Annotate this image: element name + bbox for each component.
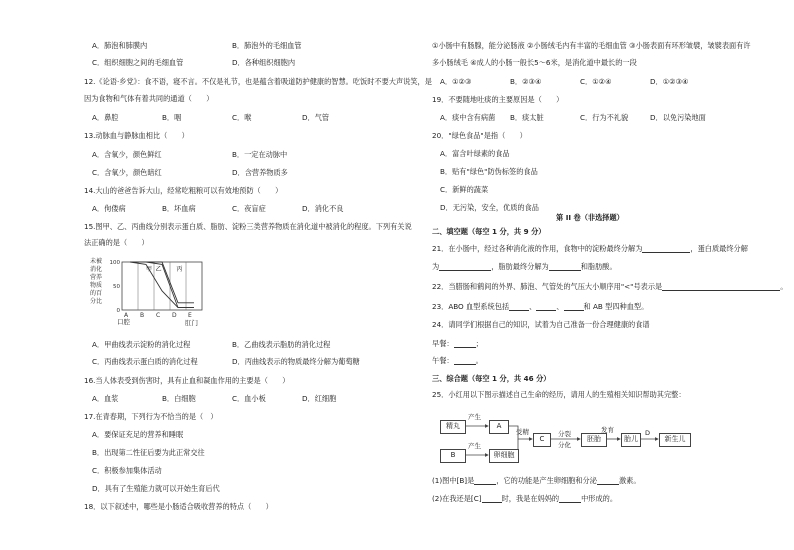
q24-lunch: 午餐： 。: [432, 356, 483, 365]
chart-x-tick-label: C: [156, 312, 161, 319]
breakfast-blank[interactable]: [454, 340, 476, 348]
q15-option-b: B．乙曲线表示脂肪的消化过程: [232, 340, 331, 349]
chart-x-tick-label: B: [140, 312, 145, 319]
q18-option-d: D．①②③④: [650, 77, 689, 86]
chart-xlabel-right: 肛门: [185, 319, 198, 327]
q25-1-text-2: ，它的功能是产生卵细胞和分泌: [496, 476, 597, 485]
node-sperm: 精丸: [440, 420, 466, 434]
breakfast-label: 早餐：: [432, 339, 454, 348]
q18-stem: 18．以下叙述中，哪些是小肠适合吸收营养的特点（ ）: [84, 502, 273, 511]
part-2-heading: 二、填空题（每空 1 分，共 9 分）: [432, 227, 546, 236]
chart-series-label: 乙: [155, 266, 162, 273]
node-egg: 卵细胞: [489, 449, 519, 463]
q16-option-d: D．红细胞: [302, 394, 337, 403]
label-differentiate: 分化: [558, 441, 571, 449]
chart-ylabel-line: 营养: [90, 274, 103, 281]
label-produce-2: 产生: [468, 442, 481, 450]
q23-text-1: 23．ABO 血型系统包括: [432, 302, 510, 311]
node-newborn: 新生儿: [659, 433, 691, 447]
chart-x-tick-label: E: [188, 312, 192, 319]
digestion-chart: [90, 256, 210, 328]
q23-text-2: 、: [529, 302, 537, 311]
node-a: A: [489, 420, 509, 434]
q23-blank-1[interactable]: [509, 303, 529, 311]
q25-1-blank-2[interactable]: [597, 477, 619, 485]
q23-text-4: 和 AB 型四种血型。: [583, 302, 649, 311]
q16-option-b: B．白细胞: [162, 394, 196, 403]
q12-option-b: B．咽: [162, 113, 182, 122]
q13-stem: 13.动脉血与静脉血相比（ ）: [84, 131, 189, 140]
chart-y-tick-label: 0: [116, 308, 120, 314]
q25-2-blank-1[interactable]: [482, 495, 502, 503]
q11-option-c: C．组织细胞之间的毛细血管: [92, 58, 184, 67]
q14-option-a: A．佝偻病: [92, 204, 126, 213]
q19-option-d: D．以免污染地面: [650, 113, 706, 122]
q18-option-b: B．②③④: [510, 77, 542, 86]
q17-option-c: C．积极参加集体活动: [92, 466, 162, 475]
q23-line: [432, 302, 648, 311]
q21-text-4: ，脂肪最终分解为: [491, 262, 549, 271]
node-embryo: 胚胎: [581, 433, 607, 447]
q16-stem: 16.当人体表受到伤害时，具有止血和凝血作用的主要是（ ）: [84, 376, 290, 385]
q21-blank-2[interactable]: [439, 263, 491, 271]
q23-text-3: 、: [556, 302, 564, 311]
q12-stem-line2: 因为食物和气体有着共同的通道（ ）: [84, 94, 214, 103]
q23-blank-2[interactable]: [536, 303, 556, 311]
chart-xlabel-left: 口腔: [117, 318, 130, 326]
q14-option-b: B．坏血病: [162, 204, 196, 213]
q12-stem-line1: 12.《论语·乡党》：食不语，寝不言。不仅是礼节，也是蕴含着吸道防护健康的智慧。吃饭时不要大声说笑，是: [84, 77, 432, 86]
chart-y-tick-label: 100: [109, 260, 120, 266]
q25-2: [432, 494, 617, 503]
chart-series-line: [130, 262, 194, 303]
chart-ylabel-line: 分比: [90, 298, 103, 305]
label-develop: 发育: [601, 426, 614, 434]
q12-option-d: D．气管: [302, 113, 330, 122]
node-c: C: [533, 433, 551, 447]
q23-blank-3[interactable]: [564, 303, 584, 311]
q21-text-1: 21．在小肠中，经过各种消化液的作用，食物中的淀粉最终分解为: [432, 244, 643, 253]
q15-stem-line1: 15.图甲、乙、丙曲线分别表示蛋白质、脂肪、淀粉三类营养物质在消化道中被消化的程度。下列有关说: [84, 222, 412, 231]
q22-blank[interactable]: [662, 283, 780, 291]
label-produce-1: 产生: [468, 413, 481, 421]
q25-1: [432, 476, 641, 485]
q20-option-c: C．新鲜的蔬菜: [440, 185, 489, 194]
q25-stem: 25．小红用以下图示描述自己生命的经历，请用人的生殖相关知识帮助其完整：: [432, 390, 686, 399]
q25-2-text-3: 中形成的。: [581, 494, 618, 503]
q14-option-d: D．消化不良: [302, 204, 344, 213]
chart-ylabel-line: 物质: [90, 282, 103, 289]
q13-option-d: D．含营养物质多: [232, 168, 288, 177]
lunch-label: 午餐：: [432, 356, 454, 365]
q12-option-a: A．鼻腔: [92, 113, 119, 122]
chart-canvas: [90, 256, 210, 328]
q22-line: 22．当腊肠和鹤间的外界、肺泡、气管处的气压大小顺序用"<"号表示是 。: [432, 282, 788, 291]
node-b: B: [440, 449, 466, 463]
q13-option-a: A．含氧少，颜色鲜红: [92, 150, 162, 159]
q11-option-b: B．肺泡外的毛细血管: [232, 41, 302, 50]
label-divide: 分裂: [558, 430, 571, 438]
q18-statements-line2: 多小肠绒毛 ④成人的小肠一般长5～6米，是消化道中最长的一段: [432, 58, 637, 67]
q21-blank-3[interactable]: [549, 263, 581, 271]
q11-option-a: A．肺泡和肺膜内: [92, 41, 148, 50]
label-d: D: [645, 429, 651, 437]
q25-2-blank-2[interactable]: [559, 495, 581, 503]
chart-series-line: [130, 262, 194, 308]
chart-series-line: [130, 262, 194, 308]
q15-option-d: D．丙曲线表示的物质最终分解为葡萄糖: [232, 357, 360, 366]
q25-2-text-1: (2)在我还是[C]: [432, 494, 482, 503]
q15-stem-line2: 法正确的是（ ）: [84, 238, 149, 247]
section-2-title: 第 II 卷（非选择题）: [556, 213, 624, 222]
q15-option-a: A．甲曲线表示淀粉的消化过程: [92, 340, 191, 349]
q13-option-c: C．含氧少，颜色暗红: [92, 168, 162, 177]
q24-breakfast: 早餐： ；: [432, 339, 483, 348]
q18-option-c: C．①②④: [580, 77, 612, 86]
reproduction-flow-diagram: [440, 408, 710, 468]
q12-option-c: C．喉: [232, 113, 252, 122]
chart-y-tick-label: 50: [113, 284, 120, 290]
q17-option-a: A．要保证充足的营养和睡眠: [92, 430, 184, 439]
q13-option-b: B．一定在动脉中: [232, 150, 288, 159]
q25-1-blank-1[interactable]: [474, 477, 496, 485]
q21-text-3: 为: [432, 262, 440, 271]
q18-option-a: A．①②③: [440, 77, 472, 86]
q18-statements-line1: ①小肠中有肠腺，能分泌肠液 ②小肠绒毛内有丰富的毛细血管 ③小肠表面有环形皱襞，皱襞表面有许: [432, 41, 751, 50]
q19-option-b: B．痰太脏: [510, 113, 544, 122]
q21-line1: [432, 244, 748, 253]
chart-series-label: 甲: [146, 266, 153, 273]
q21-text-2: ，蛋白质最终分解: [690, 244, 748, 253]
q17-option-d: D．具有了生殖能力就可以开始生育后代: [92, 484, 220, 493]
chart-x-tick-label: D: [172, 312, 177, 319]
label-fertilization: 受精: [516, 428, 529, 436]
q21-text-5: 和脂肪酸。: [580, 262, 617, 271]
q20-stem: 20．"绿色食品"是指（ ）: [432, 131, 527, 140]
q17-option-b: B．出现第二性征后要为此正常交往: [92, 448, 205, 457]
part-3-heading: 三、综合题（每空 1 分，共 46 分）: [432, 374, 551, 383]
q20-option-d: D．无污染，安全，优质的食品: [440, 203, 539, 212]
node-fetus: 胎儿: [621, 433, 641, 447]
q17-stem: 17.在青春期，下列行为不恰当的是（ ）: [84, 412, 218, 421]
q19-option-c: C．行为不礼貌: [580, 113, 629, 122]
chart-ylabel-line: 未被: [90, 258, 103, 265]
q24-stem: 24．请同学们根据自己的知识，试着为自己准备一份合理健康的食谱: [432, 320, 650, 329]
q21-line2: [432, 262, 617, 271]
q25-2-text-2: 时，我是在妈妈的: [501, 494, 560, 503]
q21-blank-1[interactable]: [642, 245, 690, 253]
q25-1-text-1: (1)图中[B]是: [432, 476, 475, 485]
lunch-blank[interactable]: [454, 357, 476, 365]
q11-option-d: D．各种组织细胞内: [232, 58, 296, 67]
q22-text: 22．当腊肠和鹤间的外界、肺泡、气管处的气压大小顺序用"<"号表示是: [432, 282, 663, 291]
q15-option-c: C．丙曲线表示蛋白质的消化过程: [92, 357, 198, 366]
q19-stem: 19．不要随地吐痰的主要原因是（ ）: [432, 95, 564, 104]
chart-ylabel-line: 消化: [90, 266, 103, 273]
q25-1-text-3: 激素。: [618, 476, 641, 485]
chart-series-label: 丙: [176, 266, 183, 273]
q14-option-c: C．夜盲症: [232, 204, 266, 213]
chart-ylabel-line: 的百: [90, 290, 103, 297]
q16-option-c: C．血小板: [232, 394, 266, 403]
q16-option-a: A．血浆: [92, 394, 119, 403]
q14-stem: 14.大山的爸爸告诉大山，经常吃粗粮可以有效地预防（ ）: [84, 186, 283, 195]
q19-option-a: A．痰中含有病菌: [440, 113, 496, 122]
q20-option-a: A．富含叶绿素的食品: [440, 149, 510, 158]
chart-x-tick-label: A: [124, 312, 129, 319]
q20-option-b: B．贴有"绿色"防伪标签的食品: [440, 167, 538, 176]
